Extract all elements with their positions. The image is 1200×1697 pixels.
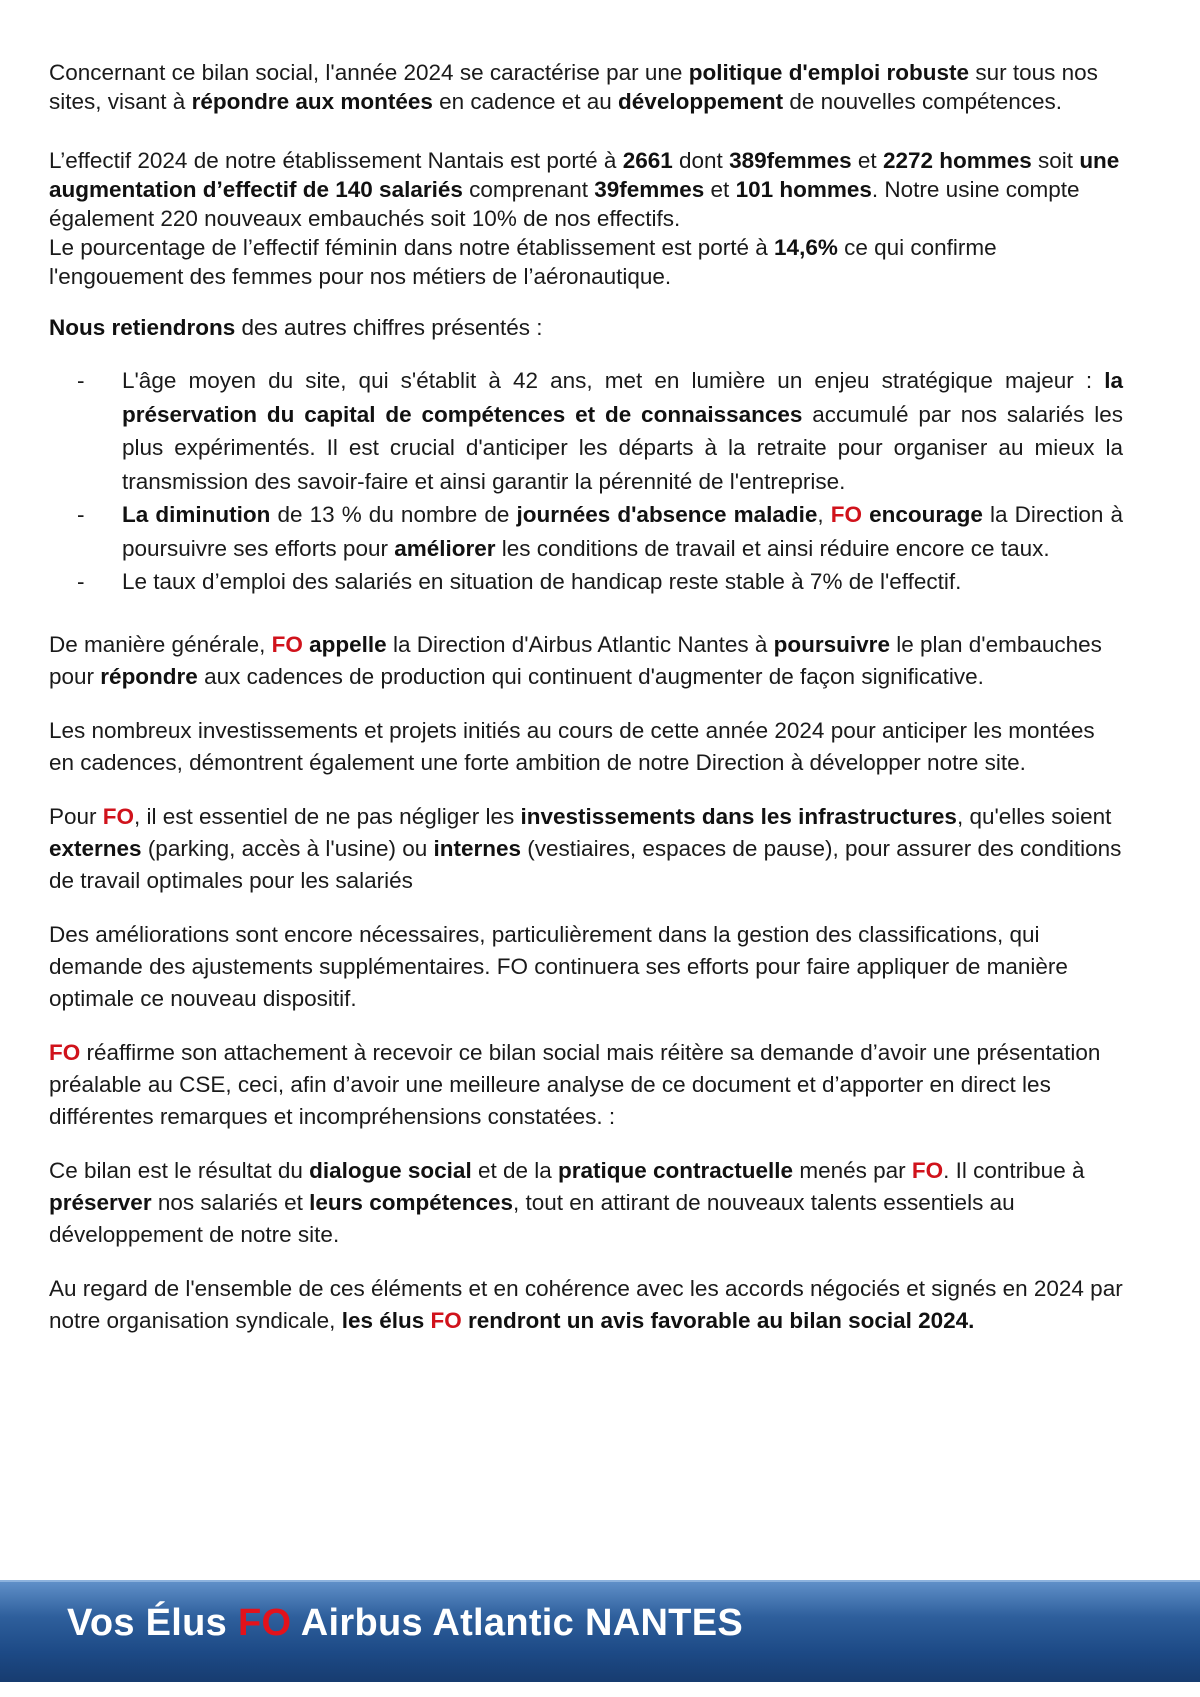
intro-paragraph: Concernant ce bilan social, l'année 2024 se caractérise par une politique d'emploi robuste sur tous nos sites, visant à répondre aux montées en cadence et au développement de nouvelles compétences. bbox=[49, 60, 1098, 114]
cse-request-paragraph: FO réaffirme son attachement à recevoir ce bilan social mais réitère sa demande d’avoir une présentation préalable au CSE, ceci, afin d’avoir une meilleure analyse de ce document et d’apporter en direct les différentes remarques et incompréhensions constatées. : bbox=[49, 1039, 1101, 1129]
list-item: - L'âge moyen du site, qui s'établit à 42 ans, met en lumière un enjeu stratégique majeur : la préservation du capital de compétences et de connaissances accumulé par nos salariés les plus expérimentés. Il est crucial d'anticiper les départs à la retraite pour organiser au mieux la transmission des savoir-faire et ainsi garantir la pérennité de l'entreprise. bbox=[49, 364, 1123, 498]
hiring-plan-paragraph: De manière générale, FO appelle la Direction d'Airbus Atlantic Nantes à poursuivre le plan d'embauches pour répondre aux cadences de production qui continuent d'augmenter de façon significative. bbox=[49, 631, 1102, 689]
footer-banner bbox=[0, 1580, 1200, 1682]
conclusion-paragraph: Au regard de l'ensemble de ces éléments et en cohérence avec les accords négociés et signés en 2024 par notre organisation syndicale, les élus FO rendront un avis favorable au bilan social 2024. bbox=[49, 1275, 1123, 1333]
headcount-paragraph: L’effectif 2024 de notre établissement Nantais est porté à 2661 dont 389femmes et 2272 hommes soit une augmentation d’effectif de 140 salariés comprenant 39femmes et 101 hommes. Notre usine compte également 220 nouveaux embauchés soit 10% de nos effectifs. bbox=[49, 148, 1120, 231]
document-body bbox=[49, 58, 1123, 1337]
fo-mark: FO bbox=[237, 1602, 292, 1644]
female-share-paragraph: Le pourcentage de l’effectif féminin dans notre établissement est porté à 14,6% ce qui confirme l'engouement des femmes pour nos métiers de l’aéronautique. bbox=[49, 235, 997, 289]
footer-title: Vos Élus FO Airbus Atlantic NANTES bbox=[67, 1602, 743, 1644]
classifications-paragraph: Des améliorations sont encore nécessaires, particulièrement dans la gestion des classifications, qui demande des ajustements supplémentaires. FO continuera ses efforts pour faire appliquer de manière optimale ce nouveau dispositif. bbox=[49, 921, 1068, 1011]
social-dialogue-paragraph: Ce bilan est le résultat du dialogue social et de la pratique contractuelle menés par FO. Il contribue à préserver nos salariés et leurs compétences, tout en attirant de nouveaux talents essentiels au développement de notre site. bbox=[49, 1157, 1085, 1247]
list-item: - Le taux d’emploi des salariés en situation de handicap reste stable à 7% de l'effectif. bbox=[49, 565, 1123, 599]
infrastructure-paragraph: Pour FO, il est essentiel de ne pas négliger les investissements dans les infrastructures, qu'elles soient externes (parking, accès à l'usine) ou internes (vestiaires, espaces de pause), pour assurer des conditions de travail optimales pour les salariés bbox=[49, 803, 1122, 893]
list-item: - La diminution de 13 % du nombre de journées d'absence maladie, FO encourage la Direction à poursuivre ses efforts pour améliorer les conditions de travail et ainsi réduire encore ce taux. bbox=[49, 498, 1123, 565]
figures-list bbox=[49, 364, 1123, 599]
investments-paragraph: Les nombreux investissements et projets initiés au cours de cette année 2024 pour anticiper les montées en cadences, démontrent également une forte ambition de notre Direction à développer notre site. bbox=[49, 717, 1095, 775]
retained-figures-heading: Nous retiendrons des autres chiffres présentés : bbox=[49, 315, 543, 340]
